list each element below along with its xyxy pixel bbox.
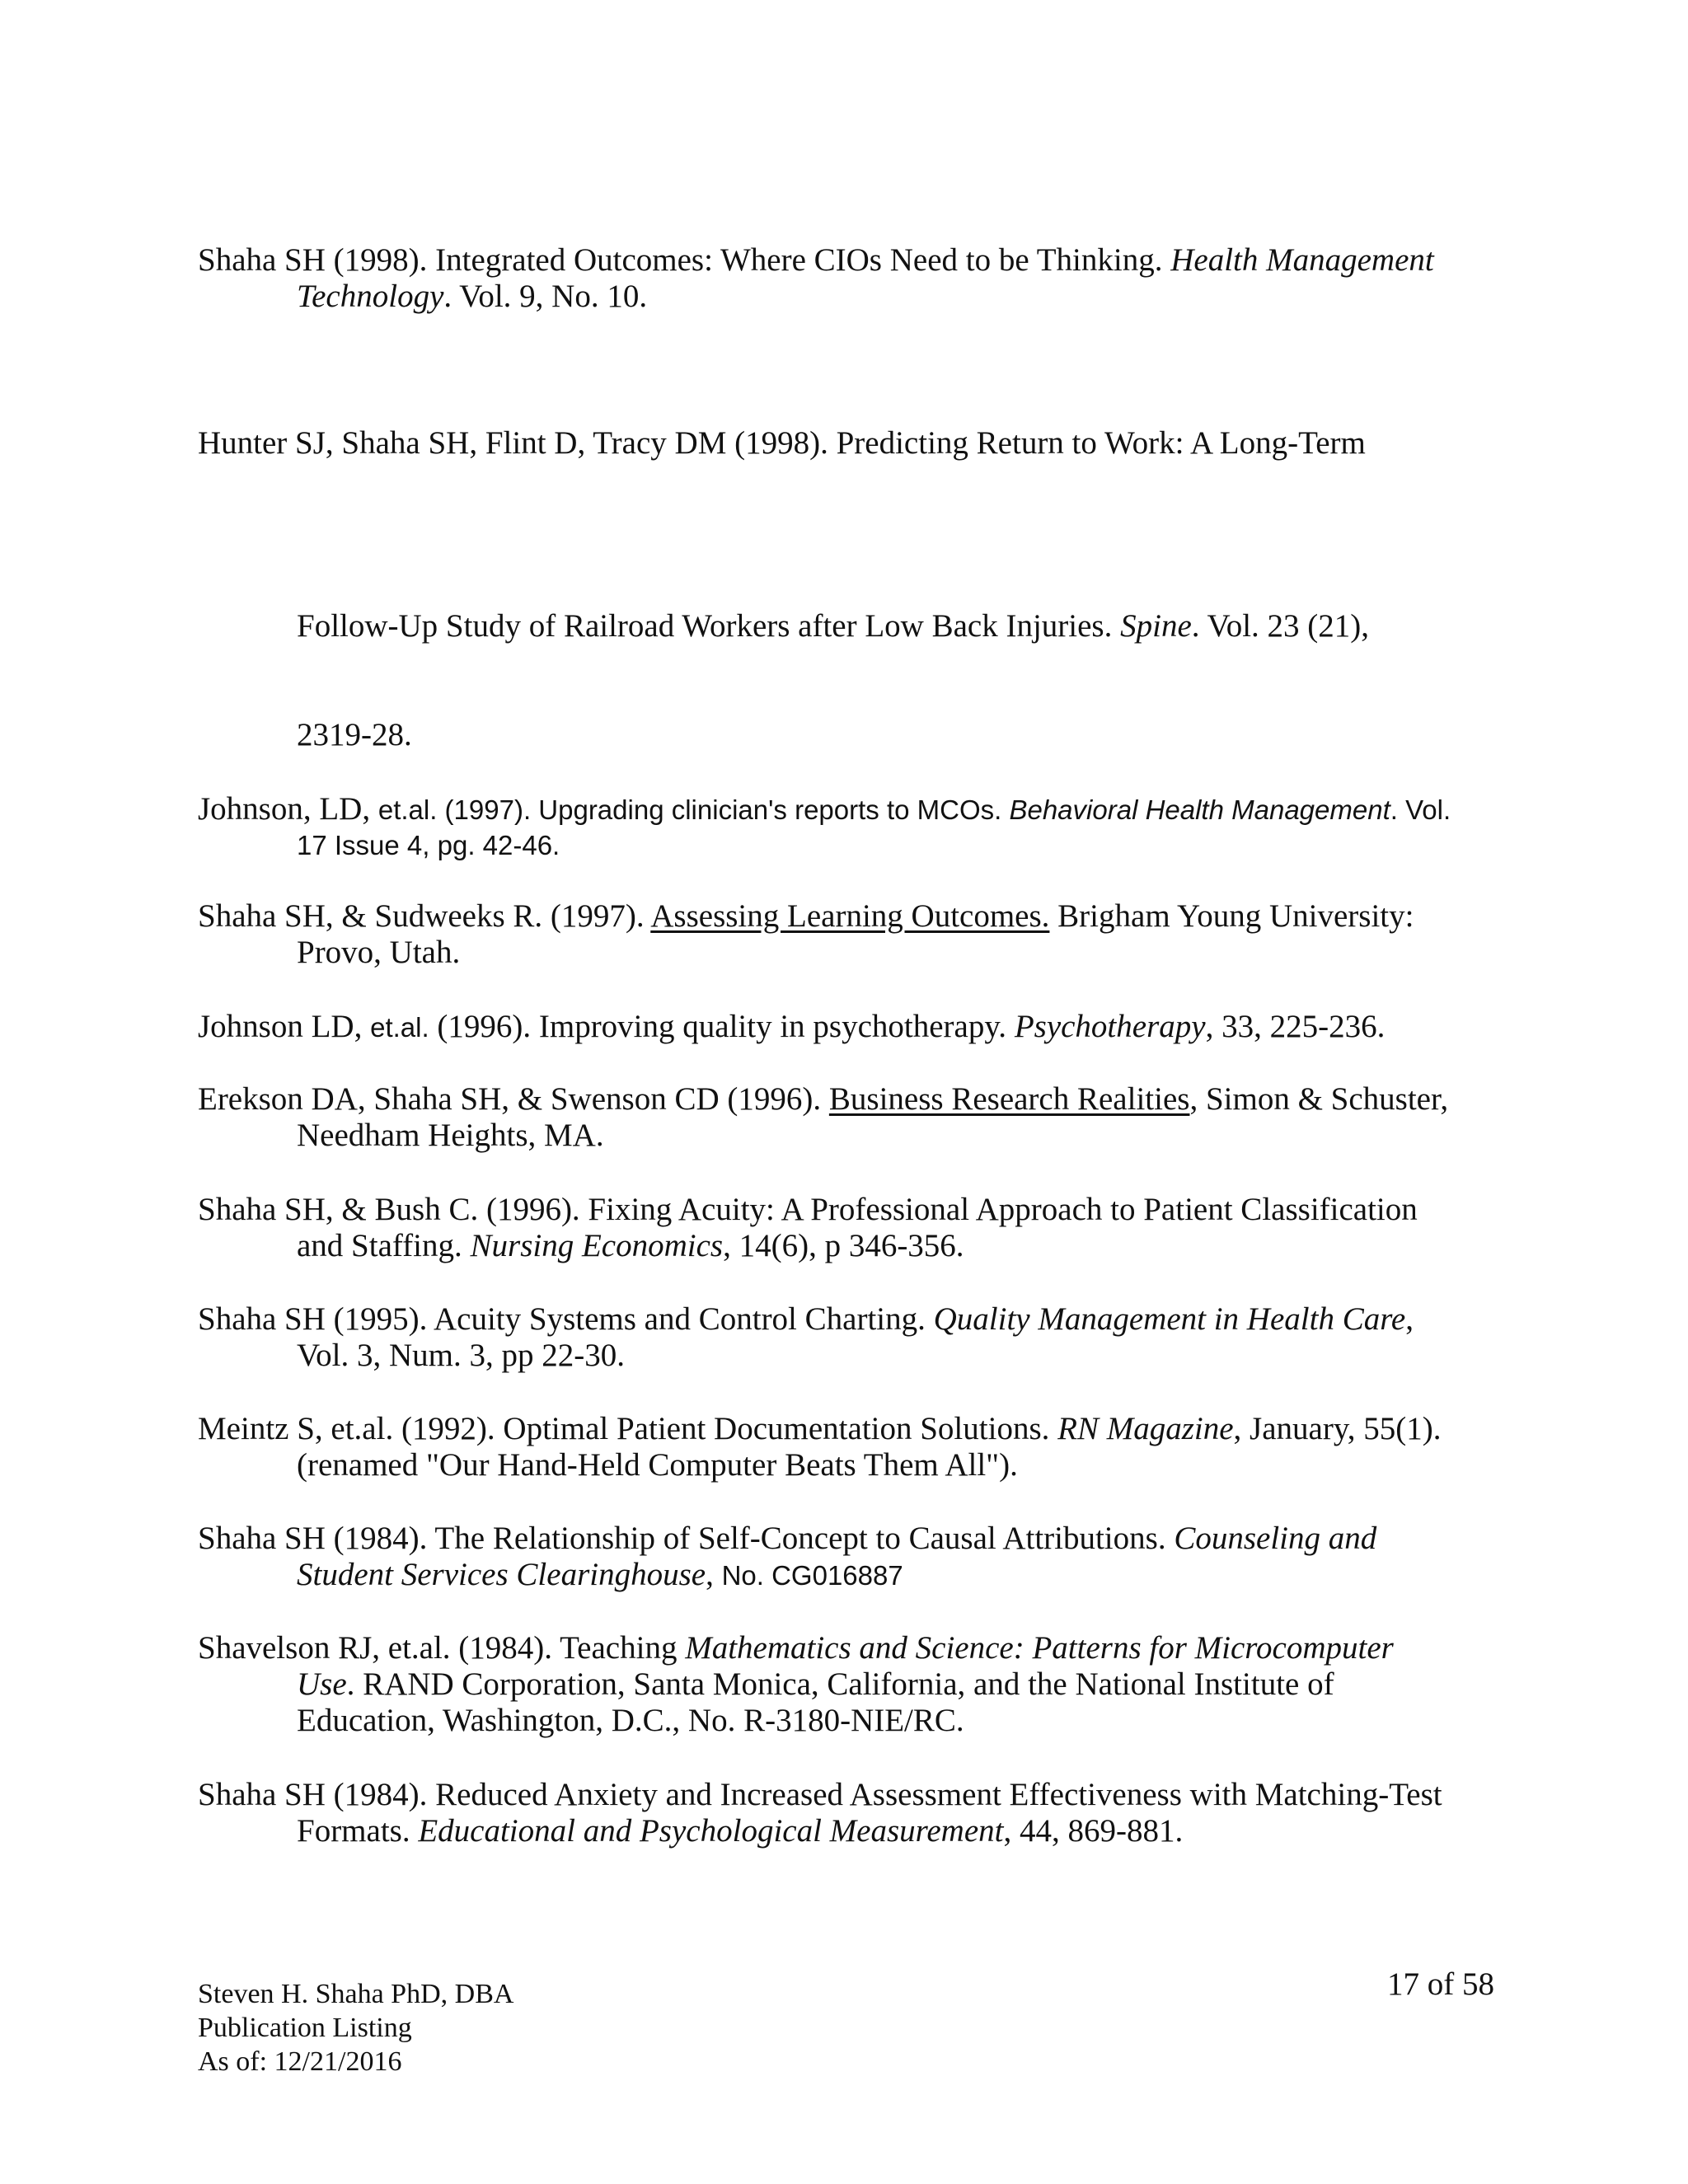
reference-7-line-1: Shaha SH, & Bush C. (1996). Fixing Acuity: A Professional Approach to Patient Classification [198,1192,1418,1227]
journal-title: Behavioral Health Management [1009,794,1390,825]
reference-text: , 44, 869-881. [1003,1813,1184,1849]
journal-title: Technology [297,279,444,314]
reference-4-line-1 [198,898,1414,935]
reference-text: . RAND Corporation, Santa Monica, California, and the National Institute of [346,1666,1334,1702]
reference-2-line-3: 2319-28. [297,717,412,752]
reference-7-line-2 [297,1228,964,1264]
journal-title: Mathematics and Science: Patterns for Microcomputer [685,1630,1394,1666]
reference-5-line-1 [198,1009,1385,1046]
reference-text: . Vol. 23 (21), [1191,608,1370,644]
reference-text: Johnson, LD, [198,791,378,827]
reference-9-line-1 [198,1411,1442,1447]
reference-1-line-2 [297,279,647,315]
reference-text: Formats. [297,1813,419,1849]
reference-text: Shaha SH, & Sudweeks R. (1997). [198,898,651,934]
reference-text: et.al. [370,1012,429,1043]
journal-title: RN Magazine [1057,1411,1234,1446]
reference-text: , [706,1557,722,1592]
reference-1-line-1 [198,242,1434,279]
reference-text: Shaha SH (1995). Acuity Systems and Control Charting. [198,1301,934,1337]
reference-2-line-2 [297,608,1369,644]
reference-text: , 14(6), p 346-356. [723,1228,964,1263]
reference-text: . Vol. 9, No. 10. [443,279,648,314]
reference-text: Follow-Up Study of Railroad Workers after Low Back Injuries. [297,608,1121,644]
journal-title: Educational and Psychological Measurement [418,1813,1004,1849]
reference-4-line-2: Provo, Utah. [297,935,461,970]
reference-11-line-1 [198,1630,1394,1666]
reference-8-line-1 [198,1301,1414,1338]
reference-text: Erekson DA, Shaha SH, & Swenson CD (1996). [198,1081,829,1117]
reference-text: , January, 55(1). [1233,1411,1442,1446]
reference-10-line-1 [198,1521,1376,1557]
book-title: Business Research Realities [828,1081,1190,1117]
book-title: Assessing Learning Outcomes. [650,898,1050,934]
reference-text: and Staffing. [297,1228,471,1263]
reference-text: , Simon & Schuster, [1189,1081,1449,1117]
journal-title: Psychotherapy [1014,1009,1206,1044]
journal-title: Quality Management in Health Care [933,1301,1406,1337]
journal-title: Counseling and [1174,1521,1377,1556]
reference-3-line-1 [198,791,1451,828]
reference-text: Shaha SH (1998). Integrated Outcomes: Where CIOs Need to be Thinking. [198,242,1171,278]
reference-11-line-2 [297,1666,1334,1703]
reference-text: . Vol. [1390,794,1451,825]
reference-text: Johnson LD, [198,1009,371,1044]
journal-title: Nursing Economics [470,1228,724,1263]
footer-doc-title: Publication Listing [198,2013,412,2043]
reference-text: Meintz S, et.al. (1992). Optimal Patient Documentation Solutions. [198,1411,1058,1446]
reference-3-line-2: 17 Issue 4, pg. 42-46. [297,830,560,860]
footer-as-of-date: As of: 12/21/2016 [198,2046,402,2077]
reference-6-line-2: Needham Heights, MA. [297,1118,604,1153]
reference-12-line-1: Shaha SH (1984). Reduced Anxiety and Increased Assessment Effectiveness with Matching-Test [198,1777,1442,1812]
page-number: 17 of 58 [1387,1966,1494,2002]
reference-text: (1996). Improving quality in psychotherapy. [429,1009,1015,1044]
reference-text: No. CG016887 [721,1560,903,1591]
reference-2-line-1: Hunter SJ, Shaha SH, Flint D, Tracy DM (1998). Predicting Return to Work: A Long-Term [198,425,1366,461]
reference-text: , 33, 225-236. [1205,1009,1386,1044]
journal-title: Spine [1120,608,1192,644]
reference-text: et.al. (1997). Upgrading clinician's reports to MCOs. [377,794,1010,825]
journal-title: Health Management [1170,242,1434,278]
reference-text: Brigham Young University: [1049,898,1414,934]
reference-text: , [1405,1301,1414,1337]
reference-text: Shavelson RJ, et.al. (1984). Teaching [198,1630,686,1666]
reference-11-line-3: Education, Washington, D.C., No. R-3180-NIE/RC. [297,1703,964,1738]
reference-6-line-1 [198,1081,1448,1118]
footer-author: Steven H. Shaha PhD, DBA [198,1979,514,2009]
reference-text: Shaha SH (1984). The Relationship of Self-Concept to Causal Attributions. [198,1521,1175,1556]
journal-title: Use [297,1666,347,1702]
journal-title: Student Services Clearinghouse [297,1557,706,1592]
reference-10-line-2 [297,1557,903,1594]
reference-12-line-2 [297,1813,1183,1849]
reference-9-line-2: (renamed "Our Hand-Held Computer Beats Them All"). [297,1447,1018,1483]
reference-8-line-2: Vol. 3, Num. 3, pp 22-30. [297,1338,625,1373]
